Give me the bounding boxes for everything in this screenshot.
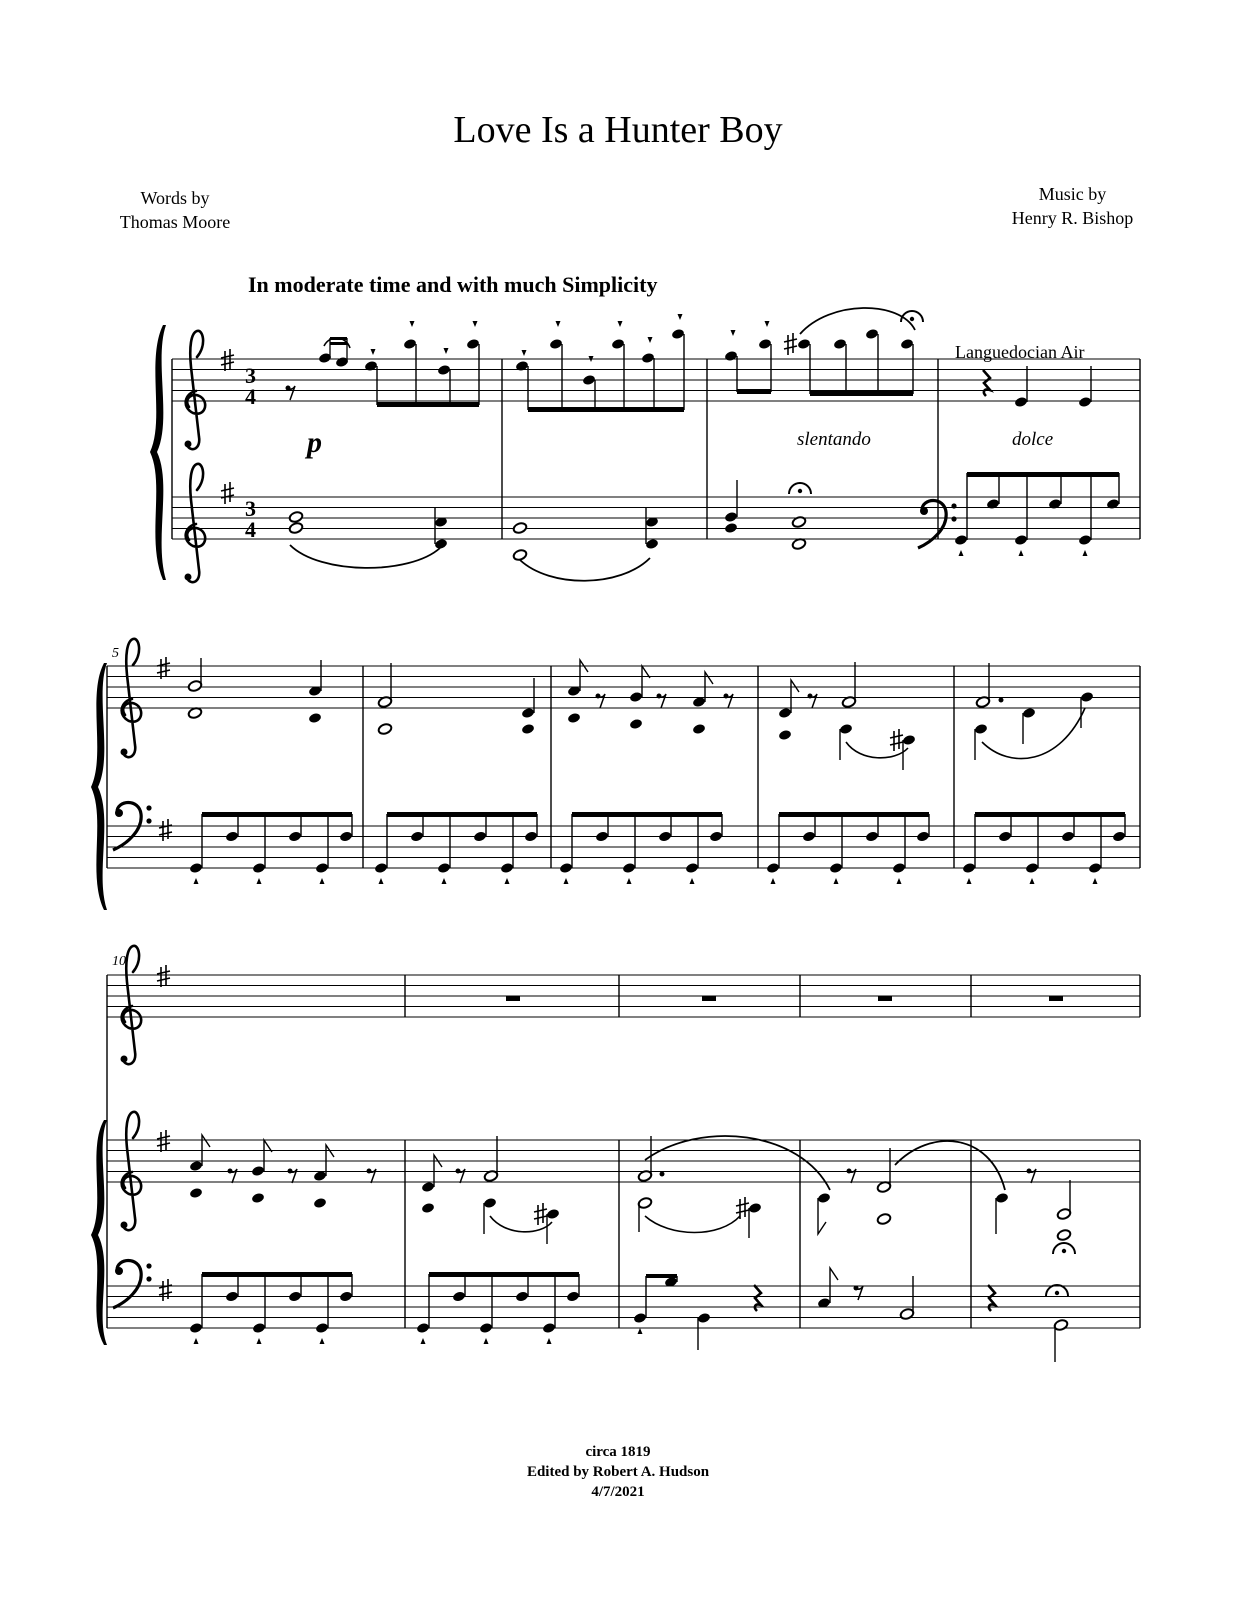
system-braces xyxy=(91,325,166,1345)
fermata-icon xyxy=(1046,1285,1068,1296)
treble-clef-icon xyxy=(185,464,206,582)
bass-note xyxy=(410,830,424,842)
bass-note xyxy=(479,1322,493,1334)
eighth-rest-icon xyxy=(286,386,296,401)
lyricist-label: Words by xyxy=(140,188,210,208)
sharp-icon xyxy=(221,482,234,504)
bass-note xyxy=(829,862,843,874)
bass-note xyxy=(542,1322,556,1334)
footer-editor: Edited by Robert A. Hudson xyxy=(526,1464,710,1480)
bass-note xyxy=(315,1322,329,1334)
bass-note xyxy=(374,862,388,874)
sharp-icon xyxy=(157,657,170,679)
bass-note xyxy=(1112,830,1126,842)
beam xyxy=(387,812,537,817)
bass-note xyxy=(595,830,609,842)
beam xyxy=(975,812,1125,817)
time-sig-bottom: 4 xyxy=(245,517,256,542)
sharp-icon xyxy=(890,729,903,751)
beam-group xyxy=(364,338,480,407)
bass-note xyxy=(865,830,879,842)
staccato-mark xyxy=(690,878,695,884)
lyricist-name: Thomas Moore xyxy=(119,212,231,232)
bass-note xyxy=(473,830,487,842)
bass-note xyxy=(962,862,976,874)
bass-note xyxy=(452,1290,466,1302)
whole-rest-icon xyxy=(878,996,892,1001)
bass-note xyxy=(437,862,451,874)
bass-note xyxy=(416,1322,430,1334)
composer-label: Music by xyxy=(1038,184,1107,204)
system-1-notation xyxy=(185,308,1121,582)
bass-note xyxy=(189,862,203,874)
bass-note xyxy=(524,830,538,842)
staff-lines xyxy=(107,359,1140,1328)
bass-note xyxy=(1061,830,1075,842)
dynamic-slentando: slentando xyxy=(797,429,871,450)
treble-clef-icon xyxy=(185,331,206,449)
sharp-icon xyxy=(159,1279,172,1301)
fermata-icon xyxy=(901,311,923,322)
bass-note xyxy=(315,862,329,874)
bass-note xyxy=(339,1290,353,1302)
staccato-mark xyxy=(320,1338,325,1344)
dynamic-piano: p xyxy=(307,426,322,459)
beam-group-bass xyxy=(954,472,1120,546)
bass-note xyxy=(802,830,816,842)
sharp-icon xyxy=(159,819,172,841)
bass-note xyxy=(1088,862,1102,874)
staccato-mark xyxy=(897,878,902,884)
staccato-mark xyxy=(771,878,776,884)
bass-note xyxy=(288,830,302,842)
bass-eighth-pattern xyxy=(189,812,1126,884)
staccato-mark xyxy=(627,878,632,884)
sharp-icon xyxy=(534,1203,547,1225)
bass-note xyxy=(892,862,906,874)
time-sig-bottom: 4 xyxy=(245,384,256,409)
bass-note xyxy=(252,1322,266,1334)
beam-group xyxy=(724,328,914,396)
bass-note xyxy=(566,1290,580,1302)
bass-eighth-pattern xyxy=(189,1272,580,1344)
time-sig-top: 3 xyxy=(245,363,256,388)
beam xyxy=(429,1272,579,1277)
edition-footer xyxy=(0,1442,1236,1502)
staccato-mark xyxy=(547,1338,552,1344)
footer-edit-date: 4/7/2021 xyxy=(591,1484,645,1500)
whole-rest-icon xyxy=(702,996,716,1001)
bass-note xyxy=(998,830,1012,842)
staccato-mark xyxy=(1093,878,1098,884)
sharp-icon xyxy=(221,349,234,371)
bass-note xyxy=(189,1322,203,1334)
fermata-icon xyxy=(1053,1243,1075,1254)
staccato-mark xyxy=(320,878,325,884)
bass-note xyxy=(339,830,353,842)
bass-note xyxy=(685,862,699,874)
treble-clef-icon xyxy=(121,1112,142,1230)
beam xyxy=(202,1272,352,1277)
staccato-mark xyxy=(194,1338,199,1344)
staccato-mark xyxy=(257,1338,262,1344)
bass-note xyxy=(559,862,573,874)
beam xyxy=(202,812,352,817)
staccato-mark xyxy=(967,878,972,884)
sharp-icon xyxy=(157,1130,170,1152)
fermata-icon xyxy=(789,483,811,494)
time-sig-top: 3 xyxy=(245,496,256,521)
beam xyxy=(572,812,722,817)
beam xyxy=(779,812,929,817)
bass-note xyxy=(252,862,266,874)
staccato-mark xyxy=(194,878,199,884)
footer-date-circa: circa 1819 xyxy=(585,1444,651,1460)
staccato-mark xyxy=(1030,878,1035,884)
measure-number-10: 10 xyxy=(112,954,126,969)
bass-note xyxy=(500,862,514,874)
whole-rest-icon xyxy=(506,996,520,1001)
staccato-mark xyxy=(257,878,262,884)
bass-note xyxy=(916,830,930,842)
staccato-mark xyxy=(505,878,510,884)
composer-name: Henry R. Bishop xyxy=(1011,208,1134,228)
staccato-mark xyxy=(564,878,569,884)
bass-note xyxy=(288,1290,302,1302)
bass-note xyxy=(709,830,723,842)
sharp-icon xyxy=(736,1197,749,1219)
bass-note xyxy=(225,830,239,842)
sharp-icon xyxy=(784,333,797,355)
bass-clef-icon xyxy=(113,1261,152,1309)
treble-clef-icon xyxy=(121,946,142,1064)
staccato-mark xyxy=(421,1338,426,1344)
dynamic-dolce: dolce xyxy=(1012,429,1054,450)
system-3-notation xyxy=(113,946,1075,1362)
bass-note xyxy=(225,1290,239,1302)
tempo-marking: In moderate time and with much Simplicity xyxy=(248,272,658,297)
whole-rest-icon xyxy=(1049,996,1063,1001)
bass-note xyxy=(658,830,672,842)
quarter-rest-icon xyxy=(983,370,990,396)
bass-note xyxy=(515,1290,529,1302)
sharp-icon xyxy=(157,965,170,987)
measure-number-5: 5 xyxy=(112,646,119,661)
bass-note xyxy=(766,862,780,874)
staccato-mark xyxy=(834,878,839,884)
staccato-mark xyxy=(484,1338,489,1344)
bass-note xyxy=(1025,862,1039,874)
song-title: Love Is a Hunter Boy xyxy=(453,109,783,151)
staccato-mark xyxy=(442,878,447,884)
air-label: Languedocian Air xyxy=(955,342,1085,362)
staccato-mark xyxy=(379,878,384,884)
bass-note xyxy=(622,862,636,874)
